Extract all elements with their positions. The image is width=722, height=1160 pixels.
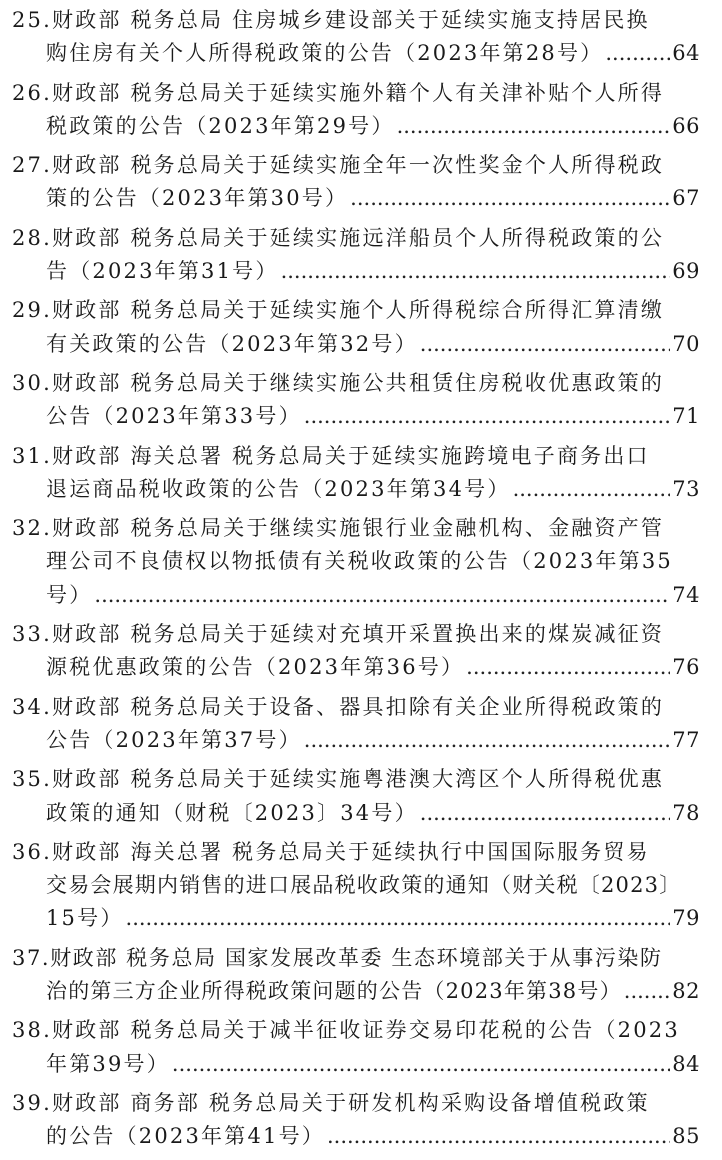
toc-entry-27[interactable] [12,149,700,216]
entry-continuation-line [12,37,700,70]
toc-entry-29[interactable] [12,294,700,361]
entry-title-line: 31.财政部 海关总署 税务总局关于延续实施跨境电子商务出口 [12,443,650,468]
dot-leader [397,110,671,143]
toc-entry-39[interactable] [12,1087,700,1154]
entry-continuation-line [12,579,700,612]
entry-title-rest: 策的公告（2023年第30号） [46,186,349,211]
toc-entry-28[interactable] [12,222,700,289]
entry-continuation-line [12,1048,700,1081]
entry-title-line: 33.财政部 税务总局关于延续对充填开采置换出来的煤炭减征资 [12,622,665,647]
entry-title-line: 32.财政部 税务总局关于继续实施银行业金融机构、金融资产管 [12,516,665,541]
dot-leader [126,902,671,935]
dot-leader [624,975,671,1008]
entry-continuation-line [12,1120,700,1153]
table-of-contents [12,4,700,1160]
entry-title-rest: 的公告（2023年第41号） [46,1124,325,1149]
dot-leader [304,724,671,757]
toc-entry-26[interactable] [12,77,700,144]
page-number: 79 [672,906,700,931]
page-number: 74 [672,582,700,607]
dot-leader [420,797,671,830]
page-number: 73 [672,476,700,501]
dot-leader [420,328,671,361]
entry-title-rest: 政策的通知（财税〔2023〕34号） [46,800,418,825]
entry-title-rest: 号） [46,582,93,607]
entry-title-rest: 税政策的公告（2023年第29号） [46,113,395,138]
entry-title-line: 25.财政部 税务总局 住房城乡建设部关于延续实施支持居民换 [12,8,650,32]
entry-title-line: 27.财政部 税务总局关于延续实施全年一次性奖金个人所得税政 [12,153,665,178]
entry-title-rest: 年第39号） [46,1051,170,1076]
entry-continuation-line [12,110,700,143]
toc-entry-38[interactable] [12,1014,700,1081]
page-number: 84 [672,1051,700,1076]
page-number: 77 [672,727,700,752]
entry-title-line: 28.财政部 税务总局关于延续实施远洋船员个人所得税政策的公 [12,225,665,250]
page-number: 69 [672,259,700,284]
dot-leader [605,37,670,70]
dot-leader [350,182,670,215]
entry-continuation-line [12,473,700,506]
page-number: 64 [672,41,700,66]
entry-continuation-line [12,328,700,361]
entry-title-line: 34.财政部 税务总局关于设备、器具扣除有关企业所得税政策的 [12,694,665,719]
page-number: 70 [672,331,700,356]
entry-title-line: 39.财政部 商务部 税务总局关于研发机构采购设备增值税政策 [12,1090,650,1115]
page-number: 85 [672,1124,700,1149]
entry-title-line: 37.财政部 税务总局 国家发展改革委 生态环境部关于从事污染防 [12,945,663,970]
dot-leader [466,651,670,684]
entry-title-line: 26.财政部 税务总局关于延续实施外籍个人有关津补贴个人所得 [12,80,665,105]
entry-title-rest: 购住房有关个人所得税政策的公告（2023年第28号） [46,41,604,66]
entry-title-rest: 公告（2023年第37号） [46,727,302,752]
toc-entry-32[interactable] [12,512,700,612]
dot-leader [94,579,670,612]
dot-leader [172,1048,670,1081]
entry-continuation-line [12,182,700,215]
entry-continuation-line [12,724,700,757]
entry-title-rest: 退运商品税收政策的公告（2023年第34号） [46,476,511,501]
toc-entry-36[interactable] [12,836,700,936]
entry-continuation-line [12,400,700,433]
toc-entry-31[interactable] [12,440,700,507]
dot-leader [281,255,671,288]
entry-title-line: 38.财政部 税务总局关于减半征收证券交易印花税的公告（2023 [12,1018,680,1043]
entry-continuation-line [12,255,700,288]
entry-title-rest: 有关政策的公告（2023年第32号） [46,331,418,356]
entry-title-line: 29.财政部 税务总局关于延续实施个人所得税综合所得汇算清缴 [12,298,665,323]
entry-middle-line: 交易会展期内销售的进口展品税收政策的通知（财关税〔2023〕 [46,873,682,898]
toc-entry-34[interactable] [12,691,700,758]
entry-title-rest: 公告（2023年第33号） [46,404,302,429]
toc-entry-33[interactable] [12,618,700,685]
toc-entry-25[interactable] [12,4,700,71]
entry-title-line: 30.财政部 税务总局关于继续实施公共租赁住房税收优惠政策的 [12,370,665,395]
toc-entry-37[interactable] [12,942,700,1009]
page-number: 71 [672,404,700,429]
page-number: 76 [672,655,700,680]
entry-middle-line: 理公司不良债权以物抵债有关税收政策的公告（2023年第35 [46,549,673,574]
page-number: 66 [672,113,700,138]
dot-leader [327,1120,670,1153]
entry-title-rest: 告（2023年第31号） [46,259,279,284]
dot-leader [304,400,671,433]
toc-entry-30[interactable] [12,367,700,434]
page-number: 67 [672,186,700,211]
entry-title-rest: 15号） [46,906,124,931]
page-number: 82 [672,979,700,1004]
entry-title-line: 35.财政部 税务总局关于延续实施粤港澳大湾区个人所得税优惠 [12,767,665,792]
entry-continuation-line [12,902,700,935]
entry-continuation-line [12,975,700,1008]
dot-leader [513,473,671,506]
entry-continuation-line [12,797,700,830]
entry-continuation-line [12,651,700,684]
entry-title-rest: 治的第三方企业所得税政策问题的公告（2023年第38号） [46,979,622,1004]
entry-title-line: 36.财政部 海关总署 税务总局关于延续执行中国国际服务贸易 [12,839,650,864]
entry-title-rest: 源税优惠政策的公告（2023年第36号） [46,655,465,680]
toc-entry-35[interactable] [12,763,700,830]
page-number: 78 [672,800,700,825]
